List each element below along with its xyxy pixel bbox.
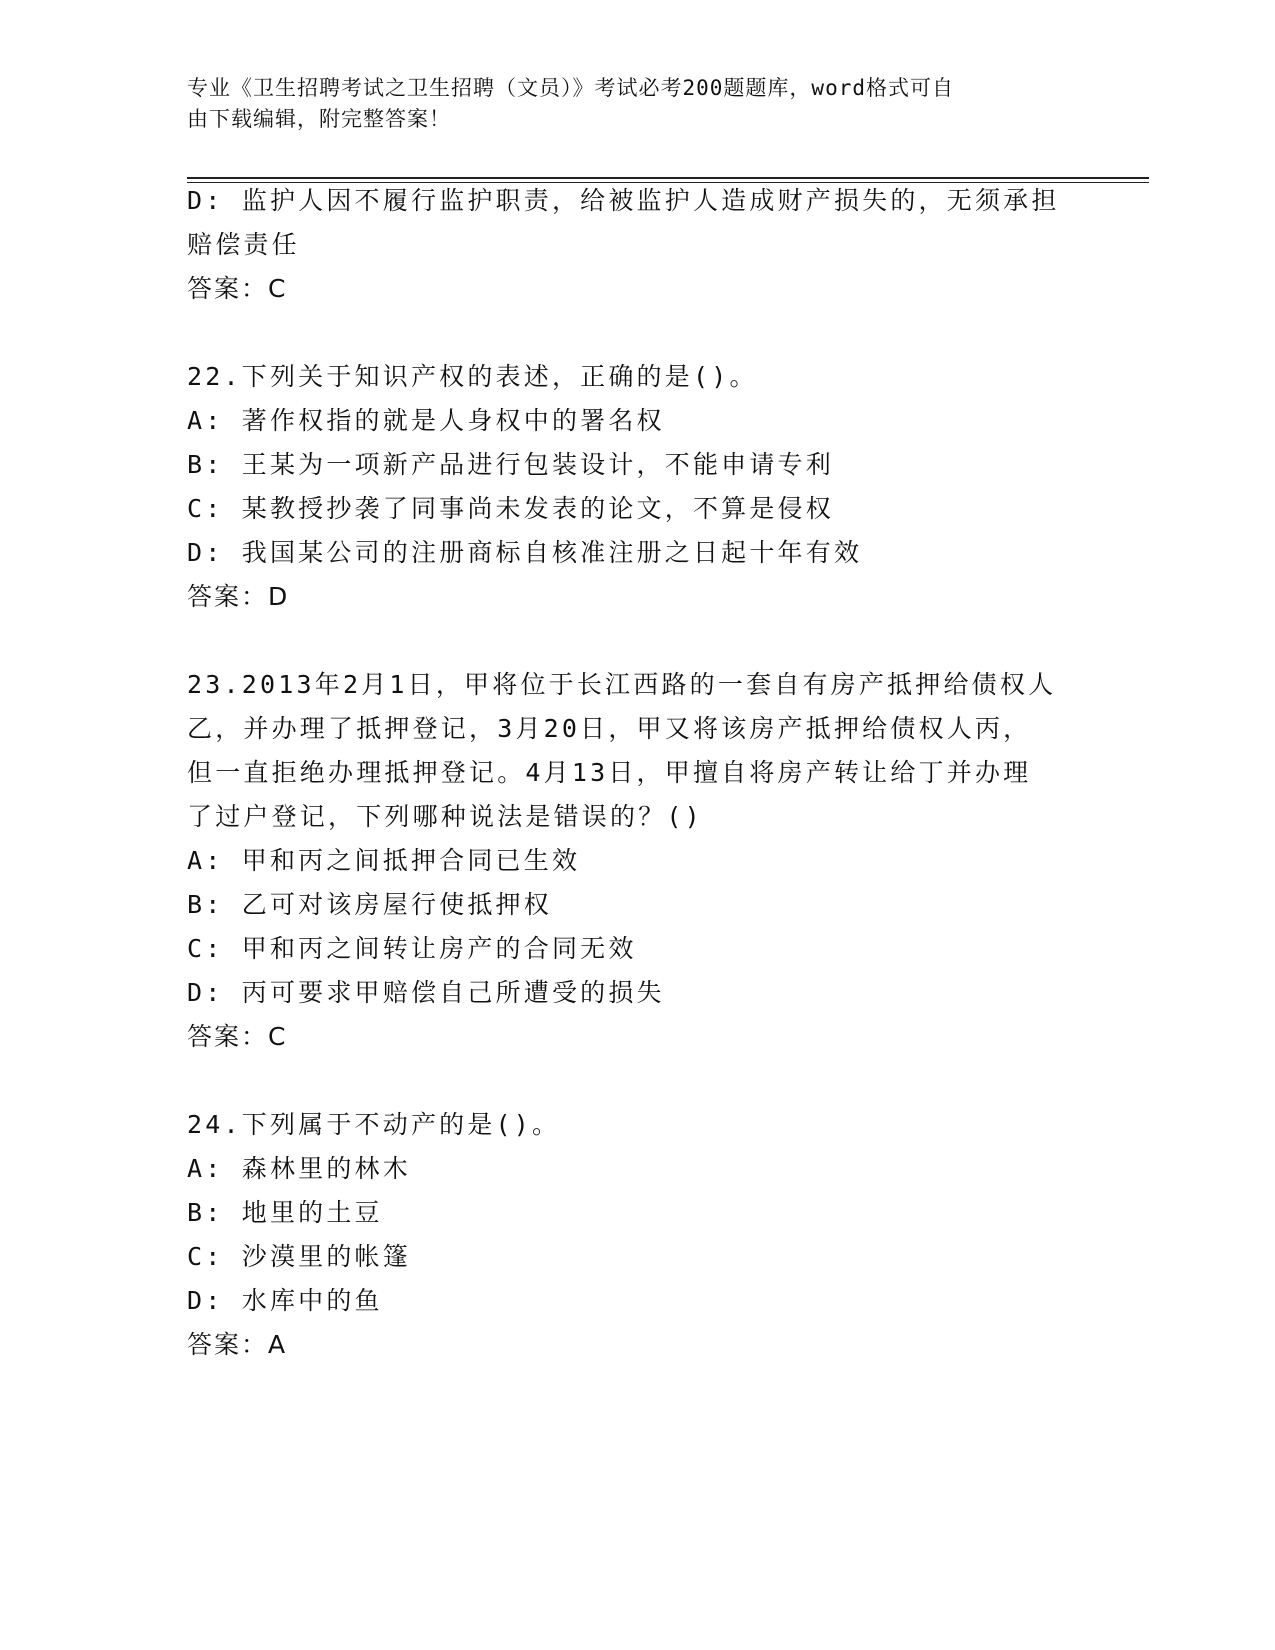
q24-answer: 答案：A (187, 1330, 288, 1359)
document-header (187, 73, 1087, 135)
q24-option-a: A: 森林里的林木 (187, 1154, 411, 1183)
q21-option-d-line2: 赔偿责任 (187, 230, 300, 259)
q24-option-d: D: 水库中的鱼 (187, 1286, 383, 1315)
q24-stem: 24.下列属于不动产的是()。 (187, 1110, 561, 1139)
q24-option-b: B: 地里的土豆 (187, 1198, 383, 1227)
q23-stem-line2: 乙，并办理了抵押登记，3月20日，甲又将该房产抵押给债权人丙， (187, 714, 1032, 743)
header-divider-thin (187, 182, 1149, 183)
q23-option-b: B: 乙可对该房屋行使抵押权 (187, 890, 552, 919)
q23-stem-line3: 但一直拒绝办理抵押登记。4月13日，甲擅自将房产转让给丁并办理 (187, 758, 1032, 787)
q24-option-c: C: 沙漠里的帐篷 (187, 1242, 411, 1271)
header-line-1: 专业《卫生招聘考试之卫生招聘（文员）》考试必考200题题库，word格式可自 (187, 76, 954, 100)
q23-stem-line1: 23.2013年2月1日，甲将位于长江西路的一套自有房产抵押给债权人 (187, 670, 1057, 699)
q22-option-b: B: 王某为一项新产品进行包装设计，不能申请专利 (187, 450, 834, 479)
q22-stem: 22.下列关于知识产权的表述，正确的是()。 (187, 362, 758, 391)
q21-option-d-line1: D: 监护人因不履行监护职责，给被监护人造成财产损失的，无须承担 (187, 186, 1060, 215)
q22-option-c: C: 某教授抄袭了同事尚未发表的论文，不算是侵权 (187, 494, 834, 523)
q23-option-d: D: 丙可要求甲赔偿自己所遭受的损失 (187, 978, 665, 1007)
q23-option-c: C: 甲和丙之间转让房产的合同无效 (187, 934, 637, 963)
header-divider-thick (187, 177, 1149, 179)
q22-option-d: D: 我国某公司的注册商标自核准注册之日起十年有效 (187, 538, 863, 567)
q23-answer: 答案：C (187, 1022, 288, 1051)
q21-answer: 答案：C (187, 274, 288, 303)
q23-option-a: A: 甲和丙之间抵押合同已生效 (187, 846, 581, 875)
header-line-2: 由下载编辑，附完整答案！ (187, 107, 451, 131)
q23-stem-line4: 了过户登记，下列哪种说法是错误的？() (187, 802, 703, 831)
q22-option-a: A: 著作权指的就是人身权中的署名权 (187, 406, 665, 435)
q22-answer: 答案：D (187, 582, 290, 611)
